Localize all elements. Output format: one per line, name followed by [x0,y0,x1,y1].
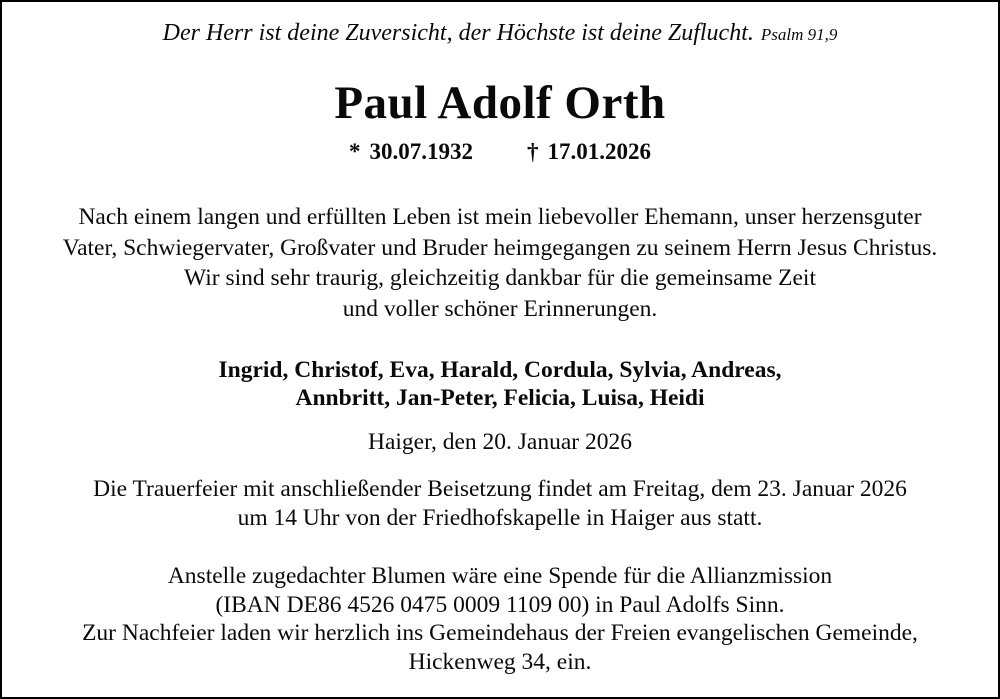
donation-info-paragraph [82,562,918,676]
death-date: 17.01.2026 [547,139,651,164]
funeral-info-paragraph [93,475,907,533]
donation-info-line: Anstelle zugedachter Blumen wäre eine Spende für die Allianzmission [167,563,833,589]
scripture-quote-source: Psalm 91,9 [760,25,838,44]
mourners-names [219,356,782,412]
mourners-line: Annbritt, Jan-Peter, Felicia, Luisa, Heidi [295,385,705,411]
death-cross-symbol: † [527,139,539,164]
donation-info-line: (IBAN DE86 4526 0475 0009 1109 00) in Paul Adolfs Sinn. [215,591,785,618]
deceased-name: Paul Adolf Orth [334,77,666,129]
death-date-entry [527,138,651,166]
funeral-info-line: um 14 Uhr von der Friedhofskapelle in Haiger aus statt. [237,505,763,531]
birth-date-entry [349,138,473,166]
life-dates [349,138,651,166]
donation-info-line: Hickenweg 34, ein. [408,648,592,675]
funeral-info-line: Die Trauerfeier mit anschließender Beisetzung findet am Freitag, dem 23. Januar 2026 [93,476,907,502]
donation-info-line: Zur Nachfeier laden wir herzlich ins Gemeindehaus der Freien evangelischen Gemeinde, [82,620,918,646]
scripture-quote [163,18,838,50]
birth-star-symbol: * [349,139,361,164]
place-dateline: Haiger, den 20. Januar 2026 [367,429,632,455]
obituary-line: und voller schöner Erinnerungen. [342,295,658,322]
scripture-quote-text: Der Herr ist deine Zuversicht, der Höchste ist deine Zuflucht. [162,20,754,46]
birth-date: 30.07.1932 [369,139,473,164]
mourners-line: Ingrid, Christof, Eva, Harald, Cordula, Sylvia, Andreas, [218,357,782,383]
obituary-line: Nach einem langen und erfüllten Leben ist mein liebevoller Ehemann, unser herzensguter [78,204,922,230]
obituary-paragraph [63,202,938,324]
obituary-line: Vater, Schwiegervater, Großvater und Bruder heimgegangen zu seinem Herrn Jesus Christus. [62,234,938,261]
obituary-line: Wir sind sehr traurig, gleichzeitig dankbar für die gemeinsame Zeit [183,265,816,291]
